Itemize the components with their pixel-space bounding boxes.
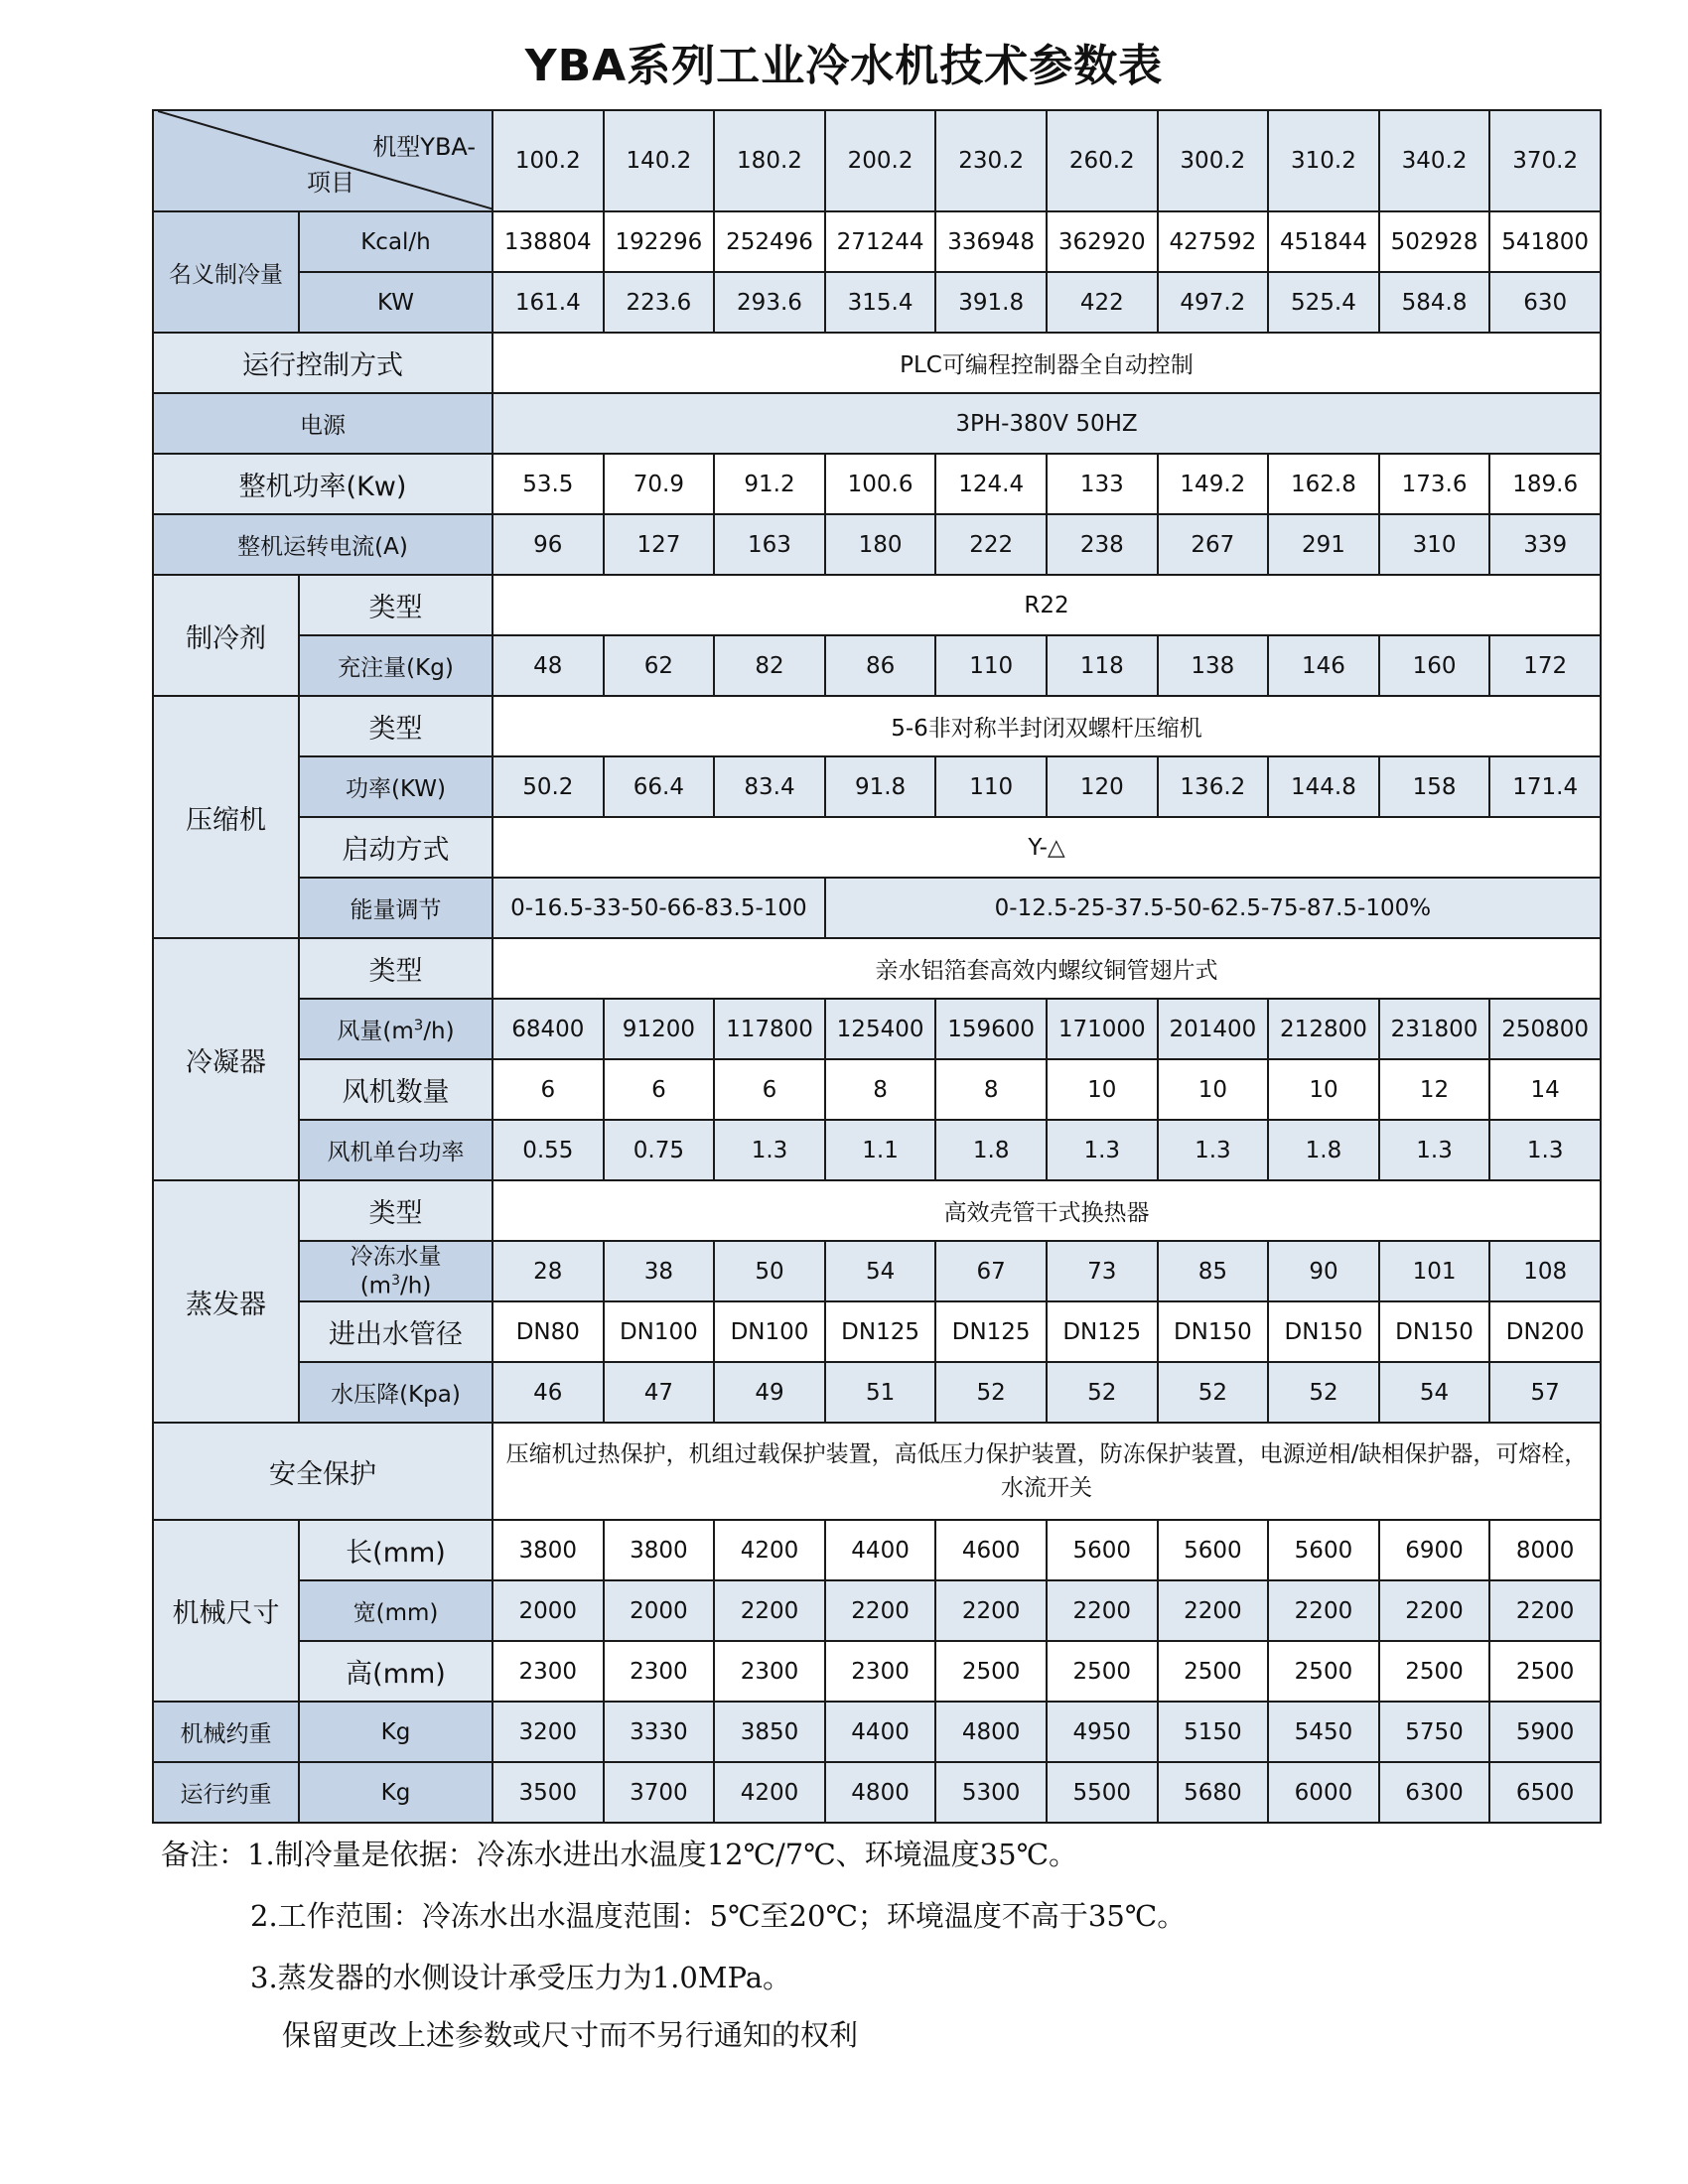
capacity-rest-value: 0-12.5-25-37.5-50-62.5-75-87.5-100%	[825, 878, 1601, 938]
table-cell: 4950	[1047, 1702, 1158, 1762]
condenser-label: 冷凝器	[153, 938, 299, 1180]
current-row	[153, 514, 1601, 575]
table-cell: 2300	[825, 1641, 936, 1702]
table-cell: 1.1	[825, 1120, 936, 1180]
table-cell: 5600	[1158, 1520, 1269, 1580]
table-cell: 53.5	[492, 454, 604, 514]
table-cell: 28	[492, 1241, 604, 1301]
table-cell: 54	[1379, 1362, 1490, 1423]
evaporator-flow-row	[153, 1241, 1601, 1301]
table-cell: 3200	[492, 1702, 604, 1762]
table-cell: 391.8	[935, 272, 1047, 333]
table-cell: 6900	[1379, 1520, 1490, 1580]
cooling-label: 名义制冷量	[153, 211, 299, 333]
table-cell: 2200	[935, 1580, 1047, 1641]
table-cell: 252496	[714, 211, 825, 272]
table-cell: 100.6	[825, 454, 936, 514]
table-cell: 1.3	[1489, 1120, 1601, 1180]
table-cell: 0.55	[492, 1120, 604, 1180]
table-cell: 6500	[1489, 1762, 1601, 1823]
spec-table	[152, 109, 1602, 1824]
evaporator-pressure-row	[153, 1362, 1601, 1423]
compressor-start-row	[153, 817, 1601, 878]
power-supply-value: 3PH-380V 50HZ	[492, 393, 1601, 454]
table-cell: 66.4	[604, 756, 715, 817]
table-cell: 2200	[825, 1580, 936, 1641]
table-cell: 70.9	[604, 454, 715, 514]
table-cell: 291	[1268, 514, 1379, 575]
table-cell: 149.2	[1158, 454, 1269, 514]
table-cell: 10	[1158, 1059, 1269, 1120]
width-label: 宽(mm)	[299, 1580, 492, 1641]
table-cell: 584.8	[1379, 272, 1490, 333]
model-label: 机型YBA-	[372, 133, 476, 161]
table-cell: DN100	[714, 1301, 825, 1362]
table-cell: 86	[825, 635, 936, 696]
compressor-label: 压缩机	[153, 696, 299, 938]
table-cell: 2000	[492, 1580, 604, 1641]
refrigerant-label: 制冷剂	[153, 575, 299, 696]
condenser-airflow-row	[153, 999, 1601, 1059]
safety-value: 压缩机过热保护，机组过载保护装置，高低压力保护装置，防冻保护装置，电源逆相/缺相保护器，可熔栓，水流开关	[492, 1423, 1601, 1520]
table-cell: 47	[604, 1362, 715, 1423]
table-cell: 502928	[1379, 211, 1490, 272]
table-cell: 48	[492, 635, 604, 696]
compressor-type-label: 类型	[299, 696, 492, 756]
table-cell: 101	[1379, 1241, 1490, 1301]
table-cell: 6	[604, 1059, 715, 1120]
model-cell: 310.2	[1268, 110, 1379, 211]
table-cell: 1.3	[714, 1120, 825, 1180]
table-cell: 3800	[492, 1520, 604, 1580]
table-cell: 6300	[1379, 1762, 1490, 1823]
table-cell: 91.8	[825, 756, 936, 817]
table-cell: 146	[1268, 635, 1379, 696]
table-cell: 51	[825, 1362, 936, 1423]
table-cell: 52	[935, 1362, 1047, 1423]
table-cell: 4800	[935, 1702, 1047, 1762]
table-cell: 5680	[1158, 1762, 1269, 1823]
table-cell: 6000	[1268, 1762, 1379, 1823]
table-cell: 2000	[604, 1580, 715, 1641]
table-cell: 5750	[1379, 1702, 1490, 1762]
table-cell: 5600	[1047, 1520, 1158, 1580]
table-cell: 427592	[1158, 211, 1269, 272]
table-cell: 57	[1489, 1362, 1601, 1423]
condenser-type-value: 亲水铝箔套高效内螺纹铜管翅片式	[492, 938, 1601, 999]
table-cell: 2200	[1047, 1580, 1158, 1641]
table-cell: 339	[1489, 514, 1601, 575]
compressor-power-label: 功率(KW)	[299, 756, 492, 817]
compressor-capacity-label: 能量调节	[299, 878, 492, 938]
airflow-label-sup: 3	[413, 1016, 424, 1034]
table-cell: 271244	[825, 211, 936, 272]
table-cell: 83.4	[714, 756, 825, 817]
refrigerant-type-label: 类型	[299, 575, 492, 635]
evaporator-type-value: 高效壳管干式换热器	[492, 1180, 1601, 1241]
dimensions-label: 机械尺寸	[153, 1520, 299, 1702]
table-cell: 1.8	[935, 1120, 1047, 1180]
refrigerant-charge-label: 充注量(Kg)	[299, 635, 492, 696]
table-cell: 2200	[1379, 1580, 1490, 1641]
evaporator-flow-label	[299, 1241, 492, 1301]
model-cell: 230.2	[935, 110, 1047, 211]
table-cell: 2200	[1268, 1580, 1379, 1641]
table-cell: DN125	[825, 1301, 936, 1362]
table-cell: 52	[1158, 1362, 1269, 1423]
table-cell: 52	[1047, 1362, 1158, 1423]
table-cell: 1.3	[1047, 1120, 1158, 1180]
table-cell: 2200	[1158, 1580, 1269, 1641]
table-cell: 138804	[492, 211, 604, 272]
table-cell: 171000	[1047, 999, 1158, 1059]
table-cell: 73	[1047, 1241, 1158, 1301]
table-cell: 3500	[492, 1762, 604, 1823]
width-row	[153, 1580, 1601, 1641]
power-supply-label: 电源	[153, 393, 492, 454]
table-cell: DN80	[492, 1301, 604, 1362]
table-cell: 158	[1379, 756, 1490, 817]
table-cell: 52	[1268, 1362, 1379, 1423]
table-cell: 2500	[1158, 1641, 1269, 1702]
table-cell: 91200	[604, 999, 715, 1059]
flow-label-text: (m	[359, 1273, 392, 1299]
model-cell: 180.2	[714, 110, 825, 211]
refrigerant-type-value: R22	[492, 575, 1601, 635]
control-value: PLC可编程控制器全自动控制	[492, 333, 1601, 393]
table-cell: 38	[604, 1241, 715, 1301]
table-cell: 525.4	[1268, 272, 1379, 333]
compressor-type-row	[153, 696, 1601, 756]
table-cell: DN125	[1047, 1301, 1158, 1362]
table-cell: 1.3	[1379, 1120, 1490, 1180]
table-cell: 133	[1047, 454, 1158, 514]
model-cell: 200.2	[825, 110, 936, 211]
table-cell: 110	[935, 635, 1047, 696]
table-cell: 2300	[492, 1641, 604, 1702]
flow-label-sup: 3	[391, 1272, 400, 1289]
model-cell: 300.2	[1158, 110, 1269, 211]
table-cell: 8	[825, 1059, 936, 1120]
length-row	[153, 1520, 1601, 1580]
table-cell: 2300	[604, 1641, 715, 1702]
airflow-label-unit: /h)	[423, 1019, 455, 1044]
table-cell: 6	[492, 1059, 604, 1120]
table-header-row	[153, 110, 1601, 211]
total-power-label: 整机功率(Kw)	[153, 454, 492, 514]
condenser-type-label: 类型	[299, 938, 492, 999]
table-cell: 422	[1047, 272, 1158, 333]
table-cell: 310	[1379, 514, 1490, 575]
table-cell: 192296	[604, 211, 715, 272]
table-cell: 5600	[1268, 1520, 1379, 1580]
table-cell: 12	[1379, 1059, 1490, 1120]
model-cell: 140.2	[604, 110, 715, 211]
table-cell: 62	[604, 635, 715, 696]
table-cell: 127	[604, 514, 715, 575]
table-cell: 2500	[1268, 1641, 1379, 1702]
table-cell: 189.6	[1489, 454, 1601, 514]
table-cell: 4400	[825, 1520, 936, 1580]
table-cell: 8	[935, 1059, 1047, 1120]
condenser-airflow-label	[299, 999, 492, 1059]
cooling-kcal-label: Kcal/h	[299, 211, 492, 272]
table-cell: 630	[1489, 272, 1601, 333]
table-cell: 3850	[714, 1702, 825, 1762]
pipe-label: 进出水管径	[299, 1301, 492, 1362]
table-cell: 231800	[1379, 999, 1490, 1059]
table-cell: 120	[1047, 756, 1158, 817]
table-cell: 67	[935, 1241, 1047, 1301]
table-cell: 10	[1047, 1059, 1158, 1120]
control-row	[153, 333, 1601, 393]
table-cell: 110	[935, 756, 1047, 817]
table-cell: 6	[714, 1059, 825, 1120]
airflow-label-text: 风量(m	[337, 1019, 414, 1044]
compressor-capacity-row	[153, 878, 1601, 938]
table-cell: 0.75	[604, 1120, 715, 1180]
header-corner-cell	[153, 110, 492, 211]
table-cell: 136.2	[1158, 756, 1269, 817]
table-cell: 5450	[1268, 1702, 1379, 1762]
table-cell: 222	[935, 514, 1047, 575]
capacity-first-value: 0-16.5-33-50-66-83.5-100	[492, 878, 825, 938]
condenser-fan-power-row	[153, 1120, 1601, 1180]
cooling-kcal-row	[153, 211, 1601, 272]
fan-power-label: 风机单台功率	[299, 1120, 492, 1180]
fan-count-label: 风机数量	[299, 1059, 492, 1120]
note-line: 保留更改上述参数或尺寸而不另行通知的权利	[282, 2018, 859, 2052]
table-cell: 160	[1379, 635, 1490, 696]
table-cell: 201400	[1158, 999, 1269, 1059]
table-cell: 138	[1158, 635, 1269, 696]
table-cell: 362920	[1047, 211, 1158, 272]
evaporator-type-row	[153, 1180, 1601, 1241]
table-cell: 91.2	[714, 454, 825, 514]
table-cell: 171.4	[1489, 756, 1601, 817]
table-cell: 96	[492, 514, 604, 575]
control-label: 运行控制方式	[153, 333, 492, 393]
table-cell: 10	[1268, 1059, 1379, 1120]
table-cell: 180	[825, 514, 936, 575]
table-cell: 108	[1489, 1241, 1601, 1301]
table-cell: 50.2	[492, 756, 604, 817]
table-cell: 3700	[604, 1762, 715, 1823]
table-cell: 85	[1158, 1241, 1269, 1301]
operating-weight-label: 运行约重	[153, 1762, 299, 1823]
table-cell: 2500	[1047, 1641, 1158, 1702]
compressor-type-value: 5-6非对称半封闭双螺杆压缩机	[492, 696, 1601, 756]
table-cell: DN200	[1489, 1301, 1601, 1362]
table-cell: 336948	[935, 211, 1047, 272]
table-cell: 8000	[1489, 1520, 1601, 1580]
power-supply-row	[153, 393, 1601, 454]
table-cell: 2500	[1379, 1641, 1490, 1702]
table-cell: 4200	[714, 1520, 825, 1580]
table-cell: 3330	[604, 1702, 715, 1762]
refrigerant-type-row	[153, 575, 1601, 635]
table-cell: 223.6	[604, 272, 715, 333]
table-cell: 250800	[1489, 999, 1601, 1059]
table-cell: 82	[714, 635, 825, 696]
evaporator-type-label: 类型	[299, 1180, 492, 1241]
table-cell: 144.8	[1268, 756, 1379, 817]
machine-weight-label: 机械约重	[153, 1702, 299, 1762]
height-row	[153, 1641, 1601, 1702]
evaporator-label: 蒸发器	[153, 1180, 299, 1423]
height-label: 高(mm)	[299, 1641, 492, 1702]
table-cell: 5150	[1158, 1702, 1269, 1762]
item-label: 项目	[307, 169, 354, 197]
table-cell: 163	[714, 514, 825, 575]
evaporator-pipe-row	[153, 1301, 1601, 1362]
length-label: 长(mm)	[299, 1520, 492, 1580]
cooling-kw-label: KW	[299, 272, 492, 333]
table-cell: 212800	[1268, 999, 1379, 1059]
table-cell: 541800	[1489, 211, 1601, 272]
condenser-fan-count-row	[153, 1059, 1601, 1120]
table-cell: 50	[714, 1241, 825, 1301]
table-cell: 46	[492, 1362, 604, 1423]
model-cell: 260.2	[1047, 110, 1158, 211]
table-cell: 293.6	[714, 272, 825, 333]
refrigerant-charge-row	[153, 635, 1601, 696]
note-line: 3.蒸发器的水侧设计承受压力为1.0MPa。	[250, 1961, 791, 1994]
table-cell: 4800	[825, 1762, 936, 1823]
table-cell: 159600	[935, 999, 1047, 1059]
cooling-kw-row	[153, 272, 1601, 333]
table-cell: DN150	[1268, 1301, 1379, 1362]
table-cell: 173.6	[1379, 454, 1490, 514]
table-cell: 4400	[825, 1702, 936, 1762]
table-cell: 1.8	[1268, 1120, 1379, 1180]
machine-weight-unit: Kg	[299, 1702, 492, 1762]
table-cell: 14	[1489, 1059, 1601, 1120]
current-label: 整机运转电流(A)	[153, 514, 492, 575]
table-cell: DN100	[604, 1301, 715, 1362]
table-cell: 497.2	[1158, 272, 1269, 333]
page-title: YBA系列工业冷水机技术参数表	[524, 41, 1164, 91]
table-cell: 4200	[714, 1762, 825, 1823]
table-cell: DN150	[1379, 1301, 1490, 1362]
safety-row	[153, 1423, 1601, 1520]
table-cell: 2300	[714, 1641, 825, 1702]
table-cell: 2500	[935, 1641, 1047, 1702]
safety-label: 安全保护	[153, 1423, 492, 1520]
compressor-start-label: 启动方式	[299, 817, 492, 878]
table-cell: 238	[1047, 514, 1158, 575]
compressor-start-value: Y-△	[492, 817, 1601, 878]
table-cell: 5900	[1489, 1702, 1601, 1762]
table-cell: 162.8	[1268, 454, 1379, 514]
model-cell: 340.2	[1379, 110, 1490, 211]
table-cell: 118	[1047, 635, 1158, 696]
table-cell: 451844	[1268, 211, 1379, 272]
condenser-type-row	[153, 938, 1601, 999]
table-cell: 2200	[714, 1580, 825, 1641]
table-cell: 1.3	[1158, 1120, 1269, 1180]
table-cell: 90	[1268, 1241, 1379, 1301]
table-cell: 2200	[1489, 1580, 1601, 1641]
table-cell: 117800	[714, 999, 825, 1059]
table-cell: 172	[1489, 635, 1601, 696]
table-cell: 49	[714, 1362, 825, 1423]
table-cell: 2500	[1489, 1641, 1601, 1702]
table-cell: 3800	[604, 1520, 715, 1580]
operating-weight-unit: Kg	[299, 1762, 492, 1823]
table-cell: 54	[825, 1241, 936, 1301]
total-power-row	[153, 454, 1601, 514]
table-cell: 124.4	[935, 454, 1047, 514]
table-cell: 315.4	[825, 272, 936, 333]
compressor-power-row	[153, 756, 1601, 817]
flow-label-unit: /h)	[400, 1273, 432, 1299]
table-cell: 4600	[935, 1520, 1047, 1580]
table-cell: DN150	[1158, 1301, 1269, 1362]
table-cell: 5500	[1047, 1762, 1158, 1823]
model-cell: 370.2	[1489, 110, 1601, 211]
table-cell: 68400	[492, 999, 604, 1059]
model-cell: 100.2	[492, 110, 604, 211]
table-cell: 125400	[825, 999, 936, 1059]
table-cell: 5300	[935, 1762, 1047, 1823]
machine-weight-row	[153, 1702, 1601, 1762]
note-line: 2.工作范围：冷冻水出水温度范围：5℃至20℃；环境温度不高于35℃。	[250, 1899, 1187, 1933]
pressure-label: 水压降(Kpa)	[299, 1362, 492, 1423]
flow-label-line1: 冷冻水量	[350, 1243, 442, 1270]
operating-weight-row	[153, 1762, 1601, 1823]
table-cell: 161.4	[492, 272, 604, 333]
table-cell: 267	[1158, 514, 1269, 575]
note-line: 备注：1.制冷量是依据：冷冻水进出水温度12℃/7℃、环境温度35℃。	[161, 1838, 1078, 1871]
table-cell: DN125	[935, 1301, 1047, 1362]
